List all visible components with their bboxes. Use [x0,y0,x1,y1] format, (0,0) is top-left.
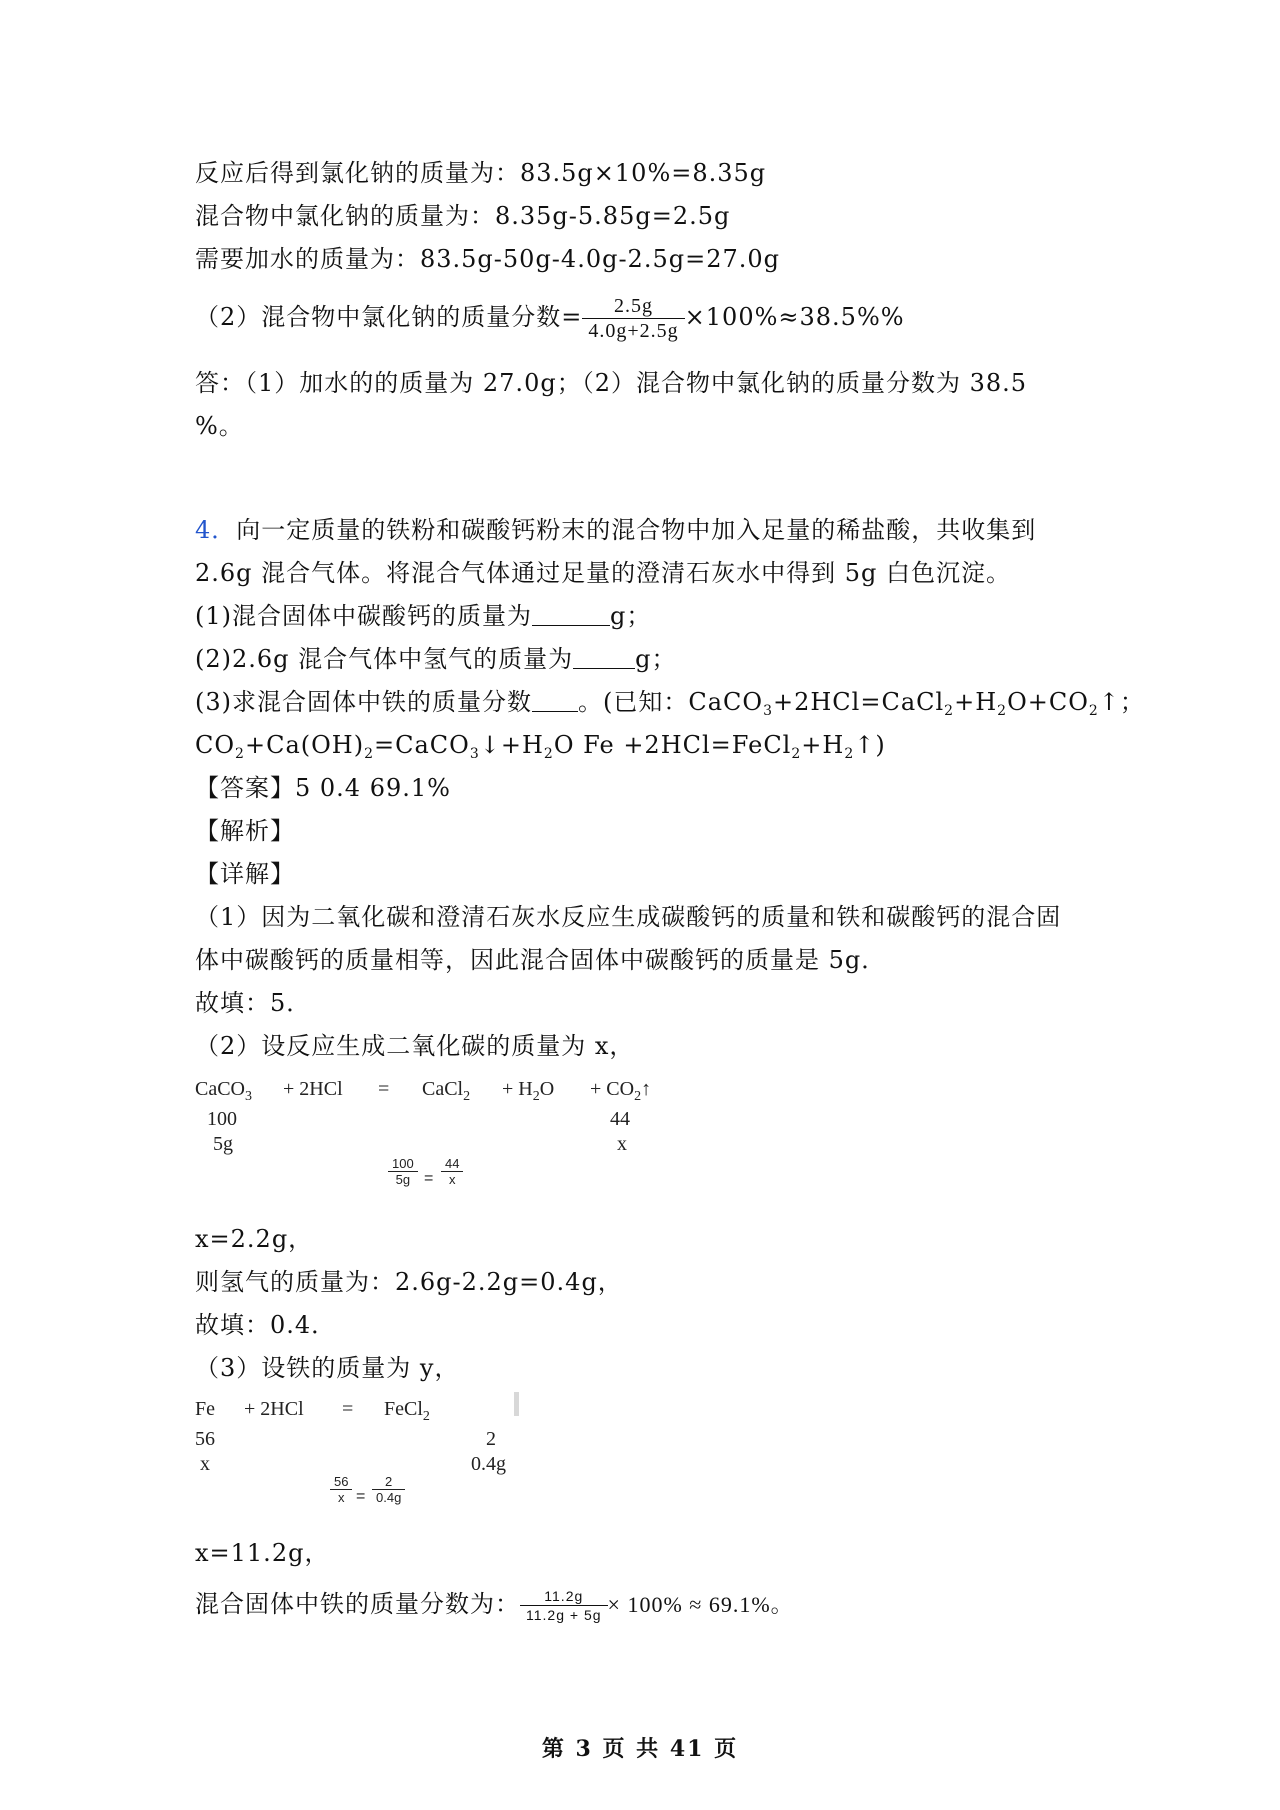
text: =CaCO [374,731,470,759]
numerator: 2.5g [614,295,654,317]
subscript: 2 [944,703,955,719]
subscript: 3 [763,703,773,719]
solution-line: （3）设铁的质量为 y， [195,1354,460,1382]
formula: ↑ [641,1078,652,1100]
solution-line: 则氢气的质量为：2.6g-2.2g=0.4g， [195,1268,623,1296]
text: 混合固体中铁的质量分数为： [195,1590,520,1618]
mass-fraction-line [195,290,905,344]
subscript: 2 [997,703,1008,719]
text: （2）混合物中氯化钠的质量分数= [195,303,583,331]
subscript: 2 [634,1089,642,1104]
subscript: 2 [235,746,245,762]
question-stem [195,515,1036,545]
text: ×100%≈38.5%% [684,303,905,331]
formula: O [539,1078,555,1100]
text: ↓+H [479,731,544,759]
denominator: x [330,1489,352,1505]
solution-line: （1）因为二氧化碳和澄清石灰水反应生成碳酸钙的质量和铁和碳酸钙的混合固 [195,903,1062,931]
subscript: 2 [463,1089,471,1104]
solution-line: 体中碳酸钙的质量相等，因此混合固体中碳酸钙的质量是 5g． [195,946,887,974]
equals-sign: = [342,1398,354,1420]
text: g； [635,645,677,673]
proportion-fraction [372,1474,405,1505]
equals-sign: = [424,1170,434,1187]
text: +H [954,688,998,716]
text: (2)2.6g 混合气体中氢气的质量为 [195,645,574,673]
text: (1)混合固体中碳酸钙的质量为 [195,602,532,630]
solution-line: 反应后得到氯化钠的质量为：83.5g×10%=8.35g [195,159,767,187]
question-number: 4． [195,516,237,544]
denominator: 5g [388,1171,418,1187]
subscript: 2 [791,746,802,762]
text: O Fe +2HCl=FeCl [553,731,792,759]
text: +2HCl=CaCl [773,688,945,716]
mass-value: x [617,1133,627,1155]
analysis-heading: 【解析】 [195,817,295,845]
solution-line: x=2.2g， [195,1225,314,1253]
subscript: 2 [1088,703,1099,719]
text: CO [195,731,236,759]
subscript: 2 [844,746,855,762]
text: 向一定质量的铁粉和碳酸钙粉末的混合物中加入足量的稀盐酸，共收集到 [236,516,1037,544]
solution-line: 故填：0.4． [195,1311,337,1339]
solution-line: 需要加水的质量为：83.5g-50g-4.0g-2.5g=27.0g [195,245,781,273]
subscript: 3 [245,1089,252,1104]
text: g； [610,602,652,630]
denominator: x [441,1171,463,1187]
denominator: 0.4g [372,1489,405,1505]
answer-line: 答：（1）加水的的质量为 27.0g；（2）混合物中氯化钠的质量分数为 38.5 [195,369,1028,397]
question-part [195,730,886,760]
subscript: 2 [422,1409,430,1424]
denominator: 11.2g + 5g [520,1605,608,1624]
mass-value: 5g [213,1133,233,1155]
page-number-footer: 第 3 页 共 41 页 [541,1736,739,1762]
answer-blank [532,689,578,712]
molar-mass: 44 [610,1108,630,1130]
final-result-line [195,1578,794,1630]
detail-heading: 【详解】 [195,860,295,888]
subscript: 2 [543,746,554,762]
proportion-fraction [441,1156,463,1187]
text: +H [801,731,845,759]
question-part [195,601,651,631]
proportion-fraction [388,1156,418,1187]
formula: CaCl [422,1078,464,1100]
numerator: 100 [392,1156,414,1171]
formula: + 2HCl [283,1078,343,1100]
solution-line: 混合物中氯化钠的质量为：8.35g-5.85g=2.5g [195,202,731,230]
proportion-fraction [330,1474,352,1505]
text: ↑) [854,731,886,759]
mass-value: x [200,1453,210,1475]
numerator: 56 [334,1474,349,1489]
equals-sign: = [378,1078,390,1100]
numerator: 44 [445,1156,460,1171]
text: × 100% ≈ 69.1%。 [607,1592,794,1617]
solution-line: （2）设反应生成二氧化碳的质量为 x， [195,1032,635,1060]
molar-mass: 56 [195,1428,215,1450]
answer-blank [573,646,635,669]
subscript: 3 [469,746,480,762]
subscript: 2 [364,746,375,762]
answer-blank [532,603,610,626]
fraction [520,1587,608,1624]
mass-value: 0.4g [471,1453,506,1475]
molar-mass: 100 [207,1108,237,1130]
numerator: 11.2g [544,1588,584,1604]
formula: CaCO [195,1078,245,1100]
scan-mark [514,1392,519,1416]
solution-line: 故填：5． [195,989,312,1017]
text: (3)求混合固体中铁的质量分数 [195,688,532,716]
text: +Ca(OH) [244,731,365,759]
question-stem: 2.6g 混合气体。将混合气体通过足量的澄清石灰水中得到 5g 白色沉淀。 [195,559,1012,587]
formula: FeCl [384,1398,423,1420]
question-part [195,644,677,674]
formula: Fe [195,1398,215,1420]
molar-mass: 2 [486,1428,496,1450]
formula: + H [502,1078,533,1100]
text: 。(已知：CaCO [578,688,764,716]
text: ↑； [1098,688,1145,716]
equals-sign: = [356,1488,366,1505]
formula: + 2HCl [244,1398,304,1420]
answer-key: 【答案】5 0.4 69.1% [195,774,451,802]
fraction [582,294,684,343]
text: O+CO [1007,688,1089,716]
subscript: 2 [532,1089,540,1104]
solution-line: x=11.2g， [195,1539,330,1567]
answer-line: %。 [195,412,244,440]
question-part [195,687,1145,717]
numerator: 2 [385,1474,393,1489]
denominator: 4.0g+2.5g [582,318,684,343]
formula: + CO [590,1078,635,1100]
